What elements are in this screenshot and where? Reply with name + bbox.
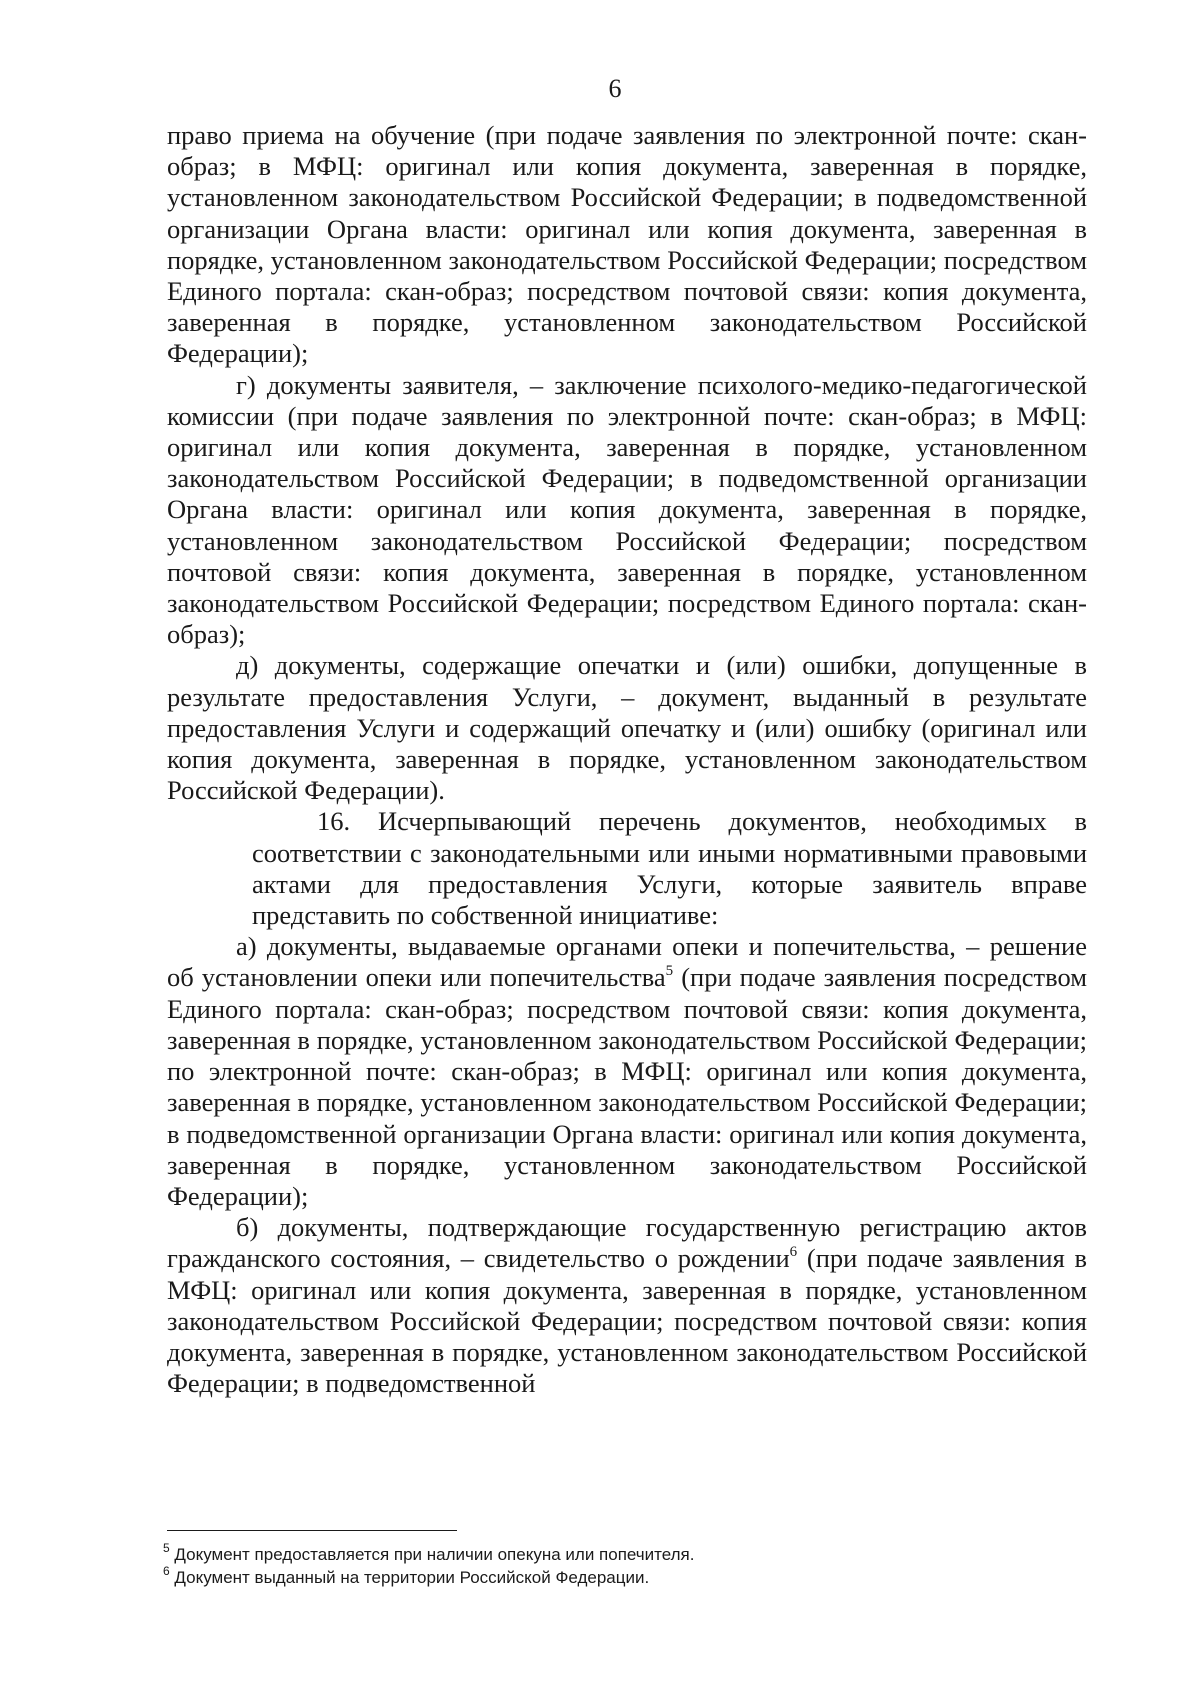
- document-body: [167, 120, 1087, 1399]
- paragraph-item-g: г) документы заявителя, – заключение психолого-медико-педагогической комиссии (при подаче заявления по электронной почте: скан-образ; в МФЦ: оригинал или копия документа, заверенная в порядке, установленном законодательством Российской Федерации; в подведомственной организации Органа власти: оригинал или копия документа, заверенная в порядке, установленном законодательством Российской Федерации; посредством почтовой связи: копия документа, заверенная в порядке, установленном законодательством Российской Федерации; посредством Единого портала: скан-образ);: [167, 369, 1087, 650]
- paragraph-continuation: право приема на обучение (при подаче заявления по электронной почте: скан-образ; в МФЦ: оригинал или копия документа, заверенная в порядке, установленном законодательством Российской Федерации; в подведомственной организации Органа власти: оригинал или копия документа, заверенная в порядке, установленном законодательством Российской Федерации; посредством Единого портала: скан-образ; посредством почтовой связи: копия документа, заверенная в порядке, установленном законодательством Российской Федерации);: [167, 120, 1087, 369]
- footnote-6: [163, 1566, 1083, 1589]
- paragraph-item-a-text-before: а) документы, выдаваемые органами опеки и попечительства, – решение об установлении опеки или попечительства: [167, 931, 1087, 993]
- paragraph-item-d: д) документы, содержащие опечатки и (или) ошибки, допущенные в результате предоставления Услуги, – документ, выданный в результате предоставления Услуги и содержащий опечатку и (или) ошибку (оригинал или копия документа, заверенная в порядке, установленном законодательством Российской Федерации).: [167, 650, 1087, 806]
- footnote-5-text: Документ предоставляется при наличии опекуна или попечителя.: [169, 1545, 695, 1564]
- footnote-mark-6: 6: [163, 1564, 170, 1578]
- footnote-ref-5: 5: [665, 963, 674, 980]
- footnote-mark-5: 5: [163, 1541, 170, 1555]
- paragraph-item-b-text-before: б) документы, подтверждающие государственную регистрацию актов гражданского состояния, – свидетельство о рождении: [167, 1212, 1087, 1274]
- footnote-5: [163, 1543, 1083, 1566]
- footnote-separator: [167, 1530, 457, 1531]
- paragraph-item-b: [167, 1212, 1087, 1399]
- footnote-ref-6: 6: [789, 1244, 798, 1261]
- section-16-heading: 16. Исчерпывающий перечень документов, необходимых в соответствии с законодательными или иными нормативными правовыми актами для предоставления Услуги, которые заявитель вправе представить по собственной инициативе:: [252, 806, 1087, 931]
- paragraph-item-a: [167, 931, 1087, 1212]
- footnotes: [163, 1543, 1083, 1589]
- paragraph-item-b-text-after: (при подаче заявления в МФЦ: оригинал или копия документа, заверенная в порядке, установленном законодательством Российской Федерации; посредством почтовой связи: копия документа, заверенная в порядке, установленном законодательством Российской Федерации; в подведомственной: [167, 1243, 1087, 1399]
- page-number: 6: [608, 74, 622, 103]
- paragraph-item-a-text-after: (при подаче заявления посредством Единого портала: скан-образ; посредством почтовой связи: копия документа, заверенная в порядке, установленном законодательством Российской Федерации; по электронной почте: скан-образ; в МФЦ: оригинал или копия документа, заверенная в порядке, установленном законодательством Российской Федерации; в подведомственной организации Органа власти: оригинал или копия документа, заверенная в порядке, установленном законодательством Российской Федерации);: [167, 962, 1087, 1211]
- footnote-6-text: Документ выданный на территории Российской Федерации.: [169, 1568, 650, 1587]
